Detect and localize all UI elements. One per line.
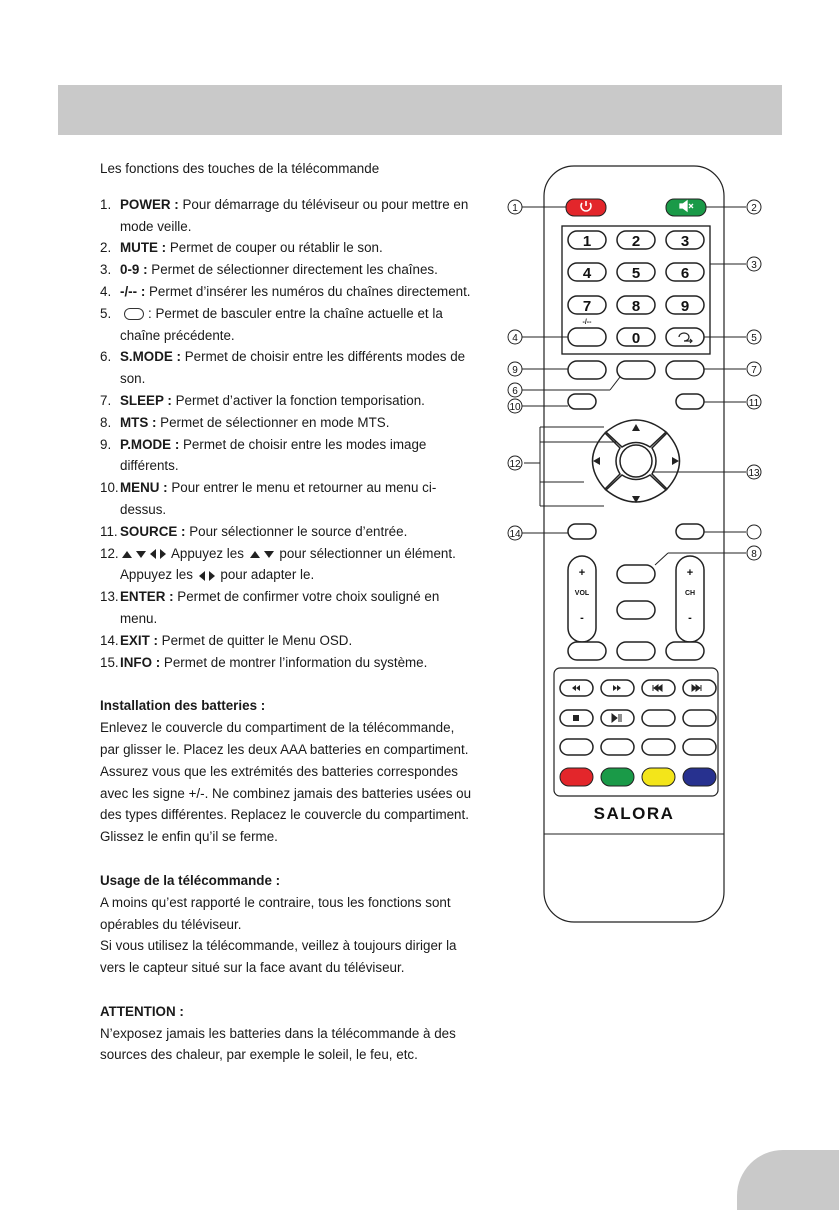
exit-button xyxy=(568,524,596,539)
ch-minus-label: - xyxy=(688,612,692,624)
list-item: 12. Appuyez les pour sélectionner un élément. Appuyez les pour adapter le. xyxy=(100,545,456,583)
callout-15-blank xyxy=(747,525,761,539)
usage-body-2: Si vous utilisez la télécommande, veillez à toujours diriger la vers le capteur situé sur la face avant du téléviseur. xyxy=(100,938,457,976)
callout-8: 8 xyxy=(751,549,757,560)
page-number-tab xyxy=(737,1150,839,1210)
dash-button xyxy=(568,328,606,346)
callout-11: 11 xyxy=(748,398,760,409)
list-item: 15. INFO : Permet de montrer l’information du système. xyxy=(100,654,428,670)
callout-6: 6 xyxy=(512,386,518,397)
header-bar xyxy=(58,85,782,135)
list-item: 2. MUTE : Permet de couper ou rétablir le son. xyxy=(100,240,383,256)
digit-1-label: 1 xyxy=(582,233,592,250)
attention-title: ATTENTION : xyxy=(100,1003,184,1019)
media-button xyxy=(601,739,634,755)
digit-4-label: 4 xyxy=(582,265,592,282)
nav-pad xyxy=(593,420,680,503)
digit-2-label: 2 xyxy=(631,233,641,250)
digit-keys xyxy=(568,231,704,347)
list-item: 6. S.MODE : Permet de choisir entre les différents modes de son. xyxy=(100,349,466,387)
callout-3: 3 xyxy=(751,260,757,271)
arrow-down-icon xyxy=(264,551,274,558)
list-item: 9. P.MODE : Permet de choisir entre les modes image différents. xyxy=(100,436,427,474)
list-item: 8. MTS : Permet de sélectionner en mode MTS. xyxy=(100,414,390,430)
arrow-right-icon xyxy=(160,549,166,559)
list-item: 3. 0-9 : Permet de sélectionner directement les chaînes. xyxy=(100,262,438,278)
arrow-down-icon xyxy=(136,551,146,558)
list-item: 7. SLEEP : Permet d’activer la fonction temporisation. xyxy=(100,392,425,408)
function-button xyxy=(666,642,704,660)
digit-6-label: 6 xyxy=(680,265,690,282)
attention-body: N’exposez jamais les batteries dans la télécommande à des sources des chaleur, par exemple le soleil, le feu, etc. xyxy=(100,1025,456,1063)
intro-text: Les fonctions des touches de la télécommande xyxy=(100,161,380,176)
digit-7-label: 7 xyxy=(582,298,592,315)
remote-control-diagram xyxy=(500,160,780,930)
swap-icon xyxy=(124,308,144,320)
digit-8-label: 8 xyxy=(631,298,641,315)
list-item: 5. : Permet de basculer entre la chaîne actuelle et la chaîne précédente. xyxy=(100,305,443,343)
vol-plus-label: + xyxy=(578,567,586,579)
batteries-title: Installation des batteries : xyxy=(100,698,266,714)
source-button xyxy=(676,394,704,409)
enter-button xyxy=(620,445,652,477)
callout-4: 4 xyxy=(512,333,518,344)
text-column xyxy=(100,158,472,1066)
smode-button xyxy=(617,361,655,379)
arrow-up-icon xyxy=(122,551,132,558)
vol-label: VOL xyxy=(574,590,590,597)
callout-13: 13 xyxy=(748,468,760,479)
yellow-button xyxy=(642,768,675,786)
callout-14: 14 xyxy=(509,529,521,540)
list-item: 13. ENTER : Permet de confirmer votre choix souligné en menu. xyxy=(100,589,440,626)
list-item: 14. EXIT : Permet de quitter le Menu OSD. xyxy=(100,632,353,648)
recall-button xyxy=(666,328,704,346)
function-list xyxy=(100,194,472,674)
function-button xyxy=(568,642,606,660)
arrow-left-icon xyxy=(199,571,205,581)
callout-5: 5 xyxy=(751,333,757,344)
green-button xyxy=(601,768,634,786)
info-button xyxy=(676,524,704,539)
media-button xyxy=(642,739,675,755)
arrow-up-icon xyxy=(250,551,260,558)
ch-plus-label: + xyxy=(686,567,694,579)
media-button xyxy=(683,710,716,726)
batteries-body: Enlevez le couvercle du compartiment de la télécommande, par glisser le. Placez les deux AAA batteries en compartiment. Assurez vous que les extrémités des batteries correspondes avec les signe +/-. Ne combinez jamais des batteries usées ou des types différentes. Replacez le couvercle du compartiment. Glissez le enfin qu’il se ferme. xyxy=(100,720,472,845)
media-button xyxy=(683,739,716,755)
brand-logo: SALORA xyxy=(593,804,675,823)
red-button xyxy=(560,768,593,786)
callout-9: 9 xyxy=(512,365,518,376)
digit-0-label: 0 xyxy=(631,330,641,347)
arrow-right-icon xyxy=(209,571,215,581)
callout-2: 2 xyxy=(751,203,757,214)
vol-minus-label: - xyxy=(580,612,584,624)
list-item: 10. MENU : Pour entrer le menu et retourner au menu ci-dessus. xyxy=(100,480,437,517)
digit-3-label: 3 xyxy=(680,233,690,250)
blue-button xyxy=(683,768,716,786)
function-button xyxy=(617,642,655,660)
list-item: 1. POWER : Pour démarrage du téléviseur ou pour mettre en mode veille. xyxy=(100,196,469,234)
dash-label: -/-- xyxy=(582,319,592,326)
sleep-button xyxy=(666,361,704,379)
callout-12: 12 xyxy=(509,459,521,470)
usage-body-1: A moins qu’est rapporté le contraire, tous les fonctions sont opérables du téléviseur. xyxy=(100,894,451,932)
callout-1: 1 xyxy=(512,203,518,214)
mts-button xyxy=(617,565,655,583)
media-button xyxy=(642,710,675,726)
digit-5-label: 5 xyxy=(631,265,641,282)
usage-title: Usage de la télécommande : xyxy=(100,872,281,888)
list-item: 4. -/-- : Permet d’insérer les numéros du chaînes directement. xyxy=(100,283,471,299)
pmode-button xyxy=(568,361,606,379)
callout-10: 10 xyxy=(509,402,521,413)
stop-icon xyxy=(573,715,579,721)
ch-label: CH xyxy=(684,590,696,597)
callout-lines xyxy=(522,207,746,565)
list-item: 11. SOURCE : Pour sélectionner le source d’entrée. xyxy=(100,523,408,539)
middle-button xyxy=(617,601,655,619)
digit-9-label: 9 xyxy=(680,298,690,315)
media-button xyxy=(560,739,593,755)
arrow-left-icon xyxy=(150,549,156,559)
menu-button xyxy=(568,394,596,409)
callout-7: 7 xyxy=(751,365,757,376)
